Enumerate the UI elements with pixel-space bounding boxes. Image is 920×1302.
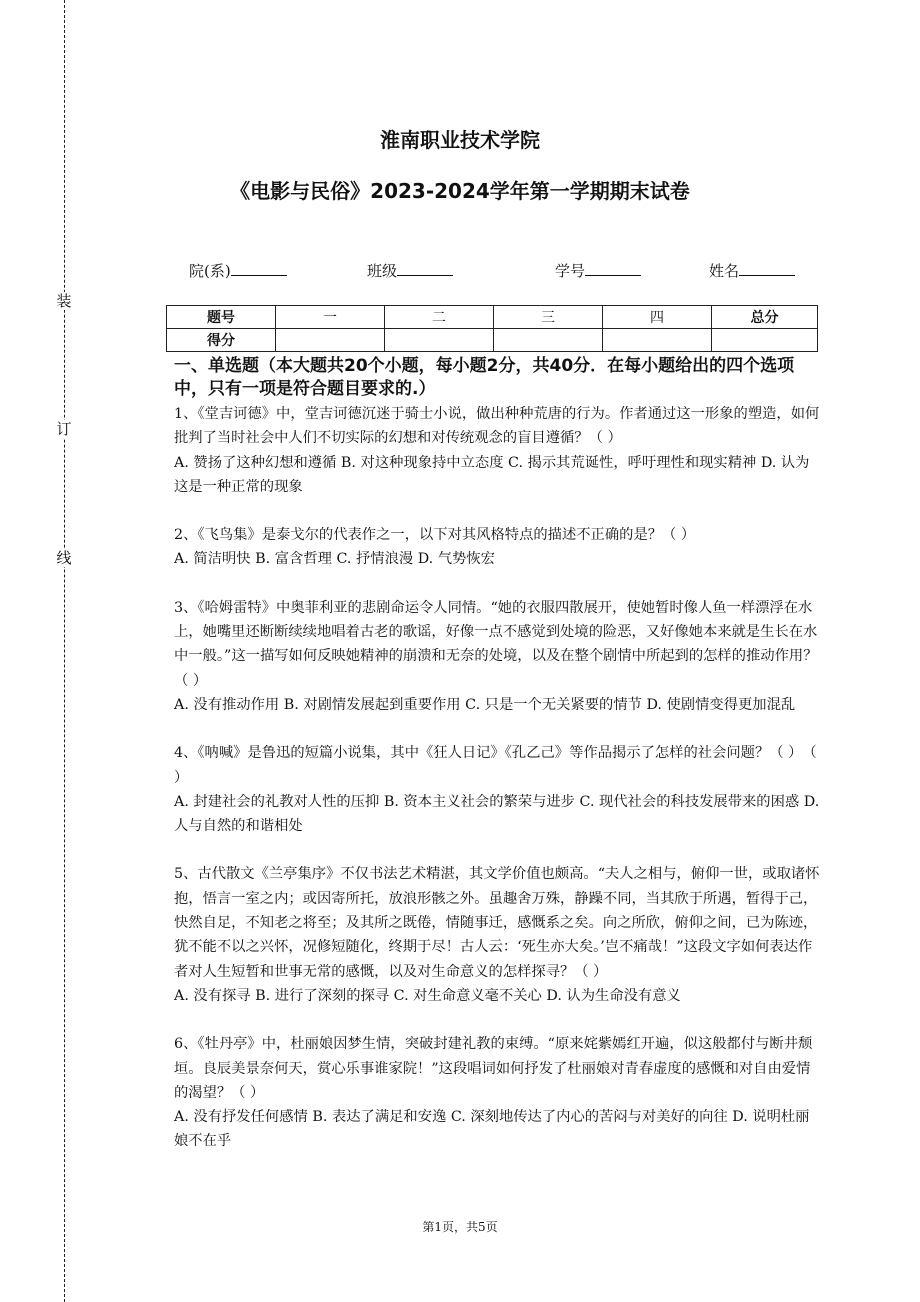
binding-char-xian: 线 xyxy=(56,549,72,567)
question-item xyxy=(174,402,820,499)
score-table-header-row xyxy=(167,306,818,329)
binding-char-ding: 订 xyxy=(56,420,72,438)
question-options: A. 赞扬了这种幻想和遵循 B. 对这种现象持中立态度 C. 揭示其荒诞性，呼吁理性和现实精神 D. 认为这是一种正常的现象 xyxy=(174,454,810,495)
question-list xyxy=(174,402,820,1178)
question-stem: 6、《牡丹亭》中，杜丽娘因梦生情，突破封建礼教的束缚。“原来姹紫嫣红开遍，似这般都付与断井颓垣。良辰美景奈何天，赏心乐事谁家院！”这段唱词如何抒发了杜丽娘对青春虚度的感慨和对自由爱情的渴望？（ ） xyxy=(174,1036,813,1101)
student-info-row xyxy=(0,259,920,283)
question-item xyxy=(174,862,820,1008)
score-header-cell: 一 xyxy=(276,306,385,329)
score-cell[interactable] xyxy=(494,329,603,352)
question-stem: 1、《堂吉诃德》中，堂吉诃德沉迷于骑士小说，做出种种荒唐的行为。作者通过这一形象的塑造，如何批判了当时社会中人们不切实际的幻想和对传统观念的盲目遵循？（ ） xyxy=(174,406,820,447)
question-stem: 2、《飞鸟集》是泰戈尔的代表作之一，以下对其风格特点的描述不正确的是？（ ） xyxy=(174,527,696,544)
name-label: 姓名 xyxy=(709,262,740,280)
question-item xyxy=(174,523,820,572)
score-header-cell: 题号 xyxy=(167,306,276,329)
score-header-cell: 二 xyxy=(385,306,494,329)
question-stem: 3、《哈姆雷特》中奥菲利亚的悲剧命运令人同情。“她的衣服四散展开，使她暂时像人鱼一样漂浮在水上，她嘴里还断断续续地唱着古老的歌谣，好像一点不感觉到处境的险恶，又好像她本来就是生长在水中一般。”这一描写如何反映她精神的崩溃和无奈的处境，以及在整个剧情中所起到的怎样的推动作用？（ ） xyxy=(174,599,818,689)
score-header-cell: 三 xyxy=(494,306,603,329)
score-table xyxy=(166,305,818,352)
question-options: A. 简洁明快 B. 富含哲理 C. 抒情浪漫 D. 气势恢宏 xyxy=(174,551,495,568)
score-cell[interactable] xyxy=(712,329,818,352)
department-blank[interactable] xyxy=(231,259,287,276)
class-label: 班级 xyxy=(367,262,398,280)
score-header-cell: 总分 xyxy=(712,306,818,329)
question-options: A. 没有抒发任何感情 B. 表达了满足和安逸 C. 深刻地传达了内心的苦闷与对美好的向往 D. 说明杜丽娘不在乎 xyxy=(174,1109,810,1150)
question-options: A. 没有推动作用 B. 对剧情发展起到重要作用 C. 只是一个无关紧要的情节 D. 使剧情变得更加混乱 xyxy=(174,696,796,713)
student-id-blank[interactable] xyxy=(585,259,641,276)
score-cell[interactable] xyxy=(603,329,712,352)
question-stem: 4、《呐喊》是鲁迅的短篇小说集，其中《狂人日记》《孔乙己》等作品揭示了怎样的社会问题？（ ） （ ） xyxy=(174,745,817,786)
question-item xyxy=(174,741,820,838)
question-item xyxy=(174,1032,820,1153)
student-id-field[interactable] xyxy=(555,259,641,281)
question-options: A. 封建社会的礼教对人性的压抑 B. 资本主义社会的繁荣与进步 C. 现代社会的科技发展带来的困惑 D. 人与自然的和谐相处 xyxy=(174,793,820,835)
score-cell[interactable] xyxy=(385,329,494,352)
question-item xyxy=(174,596,820,717)
student-id-label: 学号 xyxy=(555,262,586,280)
question-options: A. 没有探寻 B. 进行了深刻的探寻 C. 对生命意义毫不关心 D. 认为生命没有意义 xyxy=(174,987,681,1004)
name-field[interactable] xyxy=(709,259,795,281)
school-name: 淮南职业技术学院 xyxy=(380,128,540,152)
score-row-label: 得分 xyxy=(167,329,276,352)
department-label: 院(系) xyxy=(189,262,231,280)
binding-char-zhuang: 装 xyxy=(56,292,72,310)
exam-title: 《电影与民俗》2023-2024学年第一学期期末试卷 xyxy=(230,179,690,203)
question-stem: 5、古代散文《兰亭集序》不仅书法艺术精湛，其文学价值也颇高。“夫人之相与，俯仰一世，或取诸怀抱，悟言一室之内；或因寄所托，放浪形骸之外。虽趣舍万殊，静躁不同，当其欣于所遇，暂得于己，快然自足，不知老之将至；及其所之既倦，情随事迁，感慨系之矣。向之所欣，俯仰之间，已为陈迹，犹不能不以之兴怀，况修短随化，终期于尽！古人云：‘死生亦大矣。’岂不痛哉！”这段文字如何表达作者对人生短暂和世事无常的感慨，以及对生命意义的怎样探寻？（ ） xyxy=(174,866,820,980)
score-table-score-row xyxy=(167,329,818,352)
class-blank[interactable] xyxy=(397,259,453,276)
name-blank[interactable] xyxy=(739,259,795,276)
page-footer: 第1页，共5页 xyxy=(422,1220,498,1234)
score-cell[interactable] xyxy=(276,329,385,352)
section-heading: 一、单选题（本大题共20个小题，每小题2分，共40分．在每小题给出的四个选项中，只有一项是符合题目要求的.） xyxy=(174,356,795,399)
score-header-cell: 四 xyxy=(603,306,712,329)
department-field[interactable] xyxy=(189,259,287,281)
class-field[interactable] xyxy=(367,259,453,281)
